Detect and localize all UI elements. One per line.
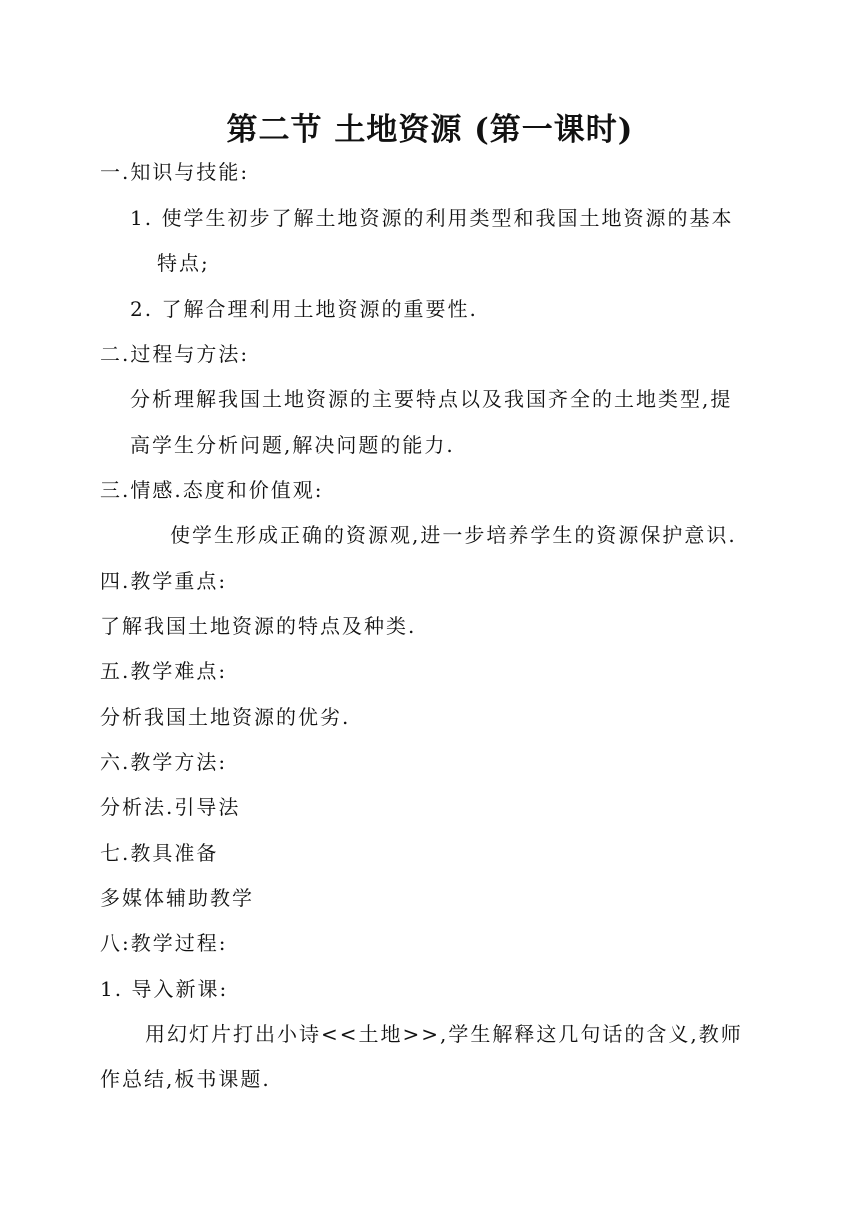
paragraph-line: 了解我国土地资源的特点及种类. — [100, 614, 417, 638]
list-item-1-continued: 特点; — [157, 251, 210, 275]
section-heading-teaching-process: 八:教学过程: — [100, 931, 228, 955]
section-heading-process-method: 二.过程与方法: — [100, 342, 250, 366]
list-item-2: 2. 了解合理利用土地资源的重要性. — [130, 297, 478, 321]
section-heading-teaching-difficulty: 五.教学难点: — [100, 659, 228, 683]
section-heading-emotion-attitude-values: 三.情感.态度和价值观: — [100, 478, 324, 502]
section-heading-teaching-aids: 七.教具准备 — [100, 841, 219, 865]
list-item-1: 1. 使学生初步了解土地资源的利用类型和我国土地资源的基本 — [130, 206, 734, 230]
paragraph-line: 高学生分析问题,解决问题的能力. — [130, 433, 455, 457]
paragraph-line: 使学生形成正确的资源观,进一步培养学生的资源保护意识. — [170, 523, 737, 547]
section-heading-knowledge-skills: 一.知识与技能: — [100, 160, 250, 184]
section-heading-teaching-method: 六.教学方法: — [100, 750, 228, 774]
section-heading-teaching-focus: 四.教学重点: — [100, 569, 228, 593]
paragraph-line: 分析理解我国土地资源的主要特点以及我国齐全的土地类型,提 — [130, 387, 733, 411]
paragraph-line: 作总结,板书课题. — [100, 1067, 271, 1091]
paragraph-line: 分析法.引导法 — [100, 795, 241, 819]
paragraph-line: 用幻灯片打出小诗<<土地>>,学生解释这几句话的含义,教师 — [145, 1022, 743, 1046]
paragraph-line: 分析我国土地资源的优劣. — [100, 705, 351, 729]
paragraph-line: 多媒体辅助教学 — [100, 886, 254, 910]
document-title: 第二节 土地资源 (第一课时) — [226, 112, 634, 148]
subheading-introduction: 1. 导入新课: — [100, 977, 229, 1001]
